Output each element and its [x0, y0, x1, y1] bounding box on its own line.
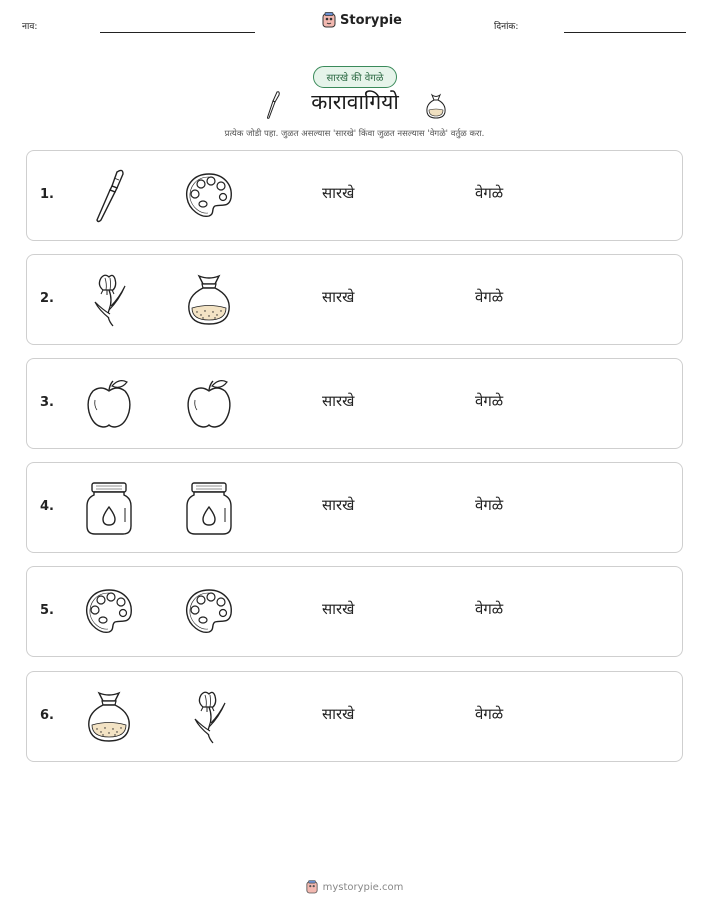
storypie-mascot-icon	[306, 880, 318, 894]
palette-icon	[179, 582, 239, 642]
date-label: दिनांक:	[494, 22, 519, 32]
flower-icon	[79, 270, 139, 330]
name-label: नाव:	[22, 22, 38, 32]
question-row	[26, 254, 683, 345]
apple-icon	[79, 374, 139, 434]
worksheet-tag: सारखे की वेगळे	[313, 66, 397, 88]
date-field[interactable]	[564, 32, 686, 33]
worksheet-title: कारावागियो	[311, 90, 399, 114]
paintbrush-icon	[264, 90, 282, 120]
question-row	[26, 150, 683, 241]
option-same[interactable]: सारखे	[322, 184, 355, 202]
option-same[interactable]: सारखे	[322, 705, 355, 723]
footer	[0, 880, 709, 894]
paintbrush-icon	[79, 166, 139, 226]
question-row	[26, 358, 683, 449]
apple-icon	[179, 374, 239, 434]
brand-name: Storypie	[340, 12, 402, 28]
palette-icon	[179, 166, 239, 226]
option-different[interactable]: वेगळे	[475, 392, 504, 410]
jar-icon	[179, 478, 239, 538]
question-number: 2.	[40, 291, 54, 306]
brand-logo	[322, 12, 402, 28]
option-same[interactable]: सारखे	[322, 496, 355, 514]
pouch-icon	[424, 92, 448, 120]
jar-icon	[79, 478, 139, 538]
question-number: 3.	[40, 395, 54, 410]
footer-site: mystorypie.com	[322, 881, 404, 893]
option-different[interactable]: वेगळे	[475, 600, 504, 618]
option-same[interactable]: सारखे	[322, 600, 355, 618]
option-same[interactable]: सारखे	[322, 392, 355, 410]
pouch-icon	[79, 687, 139, 747]
option-different[interactable]: वेगळे	[475, 184, 504, 202]
flower-icon	[179, 687, 239, 747]
option-same[interactable]: सारखे	[322, 288, 355, 306]
palette-icon	[79, 582, 139, 642]
question-row	[26, 671, 683, 762]
question-number: 5.	[40, 603, 54, 618]
question-row	[26, 566, 683, 657]
question-row	[26, 462, 683, 553]
question-number: 4.	[40, 499, 54, 514]
instructions: प्रत्येक जोडी पहा. जुळत असल्यास 'सारखे' किंवा जुळत नसल्यास 'वेगळे' वर्तुळ करा.	[224, 129, 485, 139]
option-different[interactable]: वेगळे	[475, 496, 504, 514]
storypie-mascot-icon	[322, 12, 336, 28]
question-number: 1.	[40, 187, 54, 202]
question-number: 6.	[40, 708, 54, 723]
option-different[interactable]: वेगळे	[475, 288, 504, 306]
name-field[interactable]	[100, 32, 255, 33]
pouch-icon	[179, 270, 239, 330]
option-different[interactable]: वेगळे	[475, 705, 504, 723]
